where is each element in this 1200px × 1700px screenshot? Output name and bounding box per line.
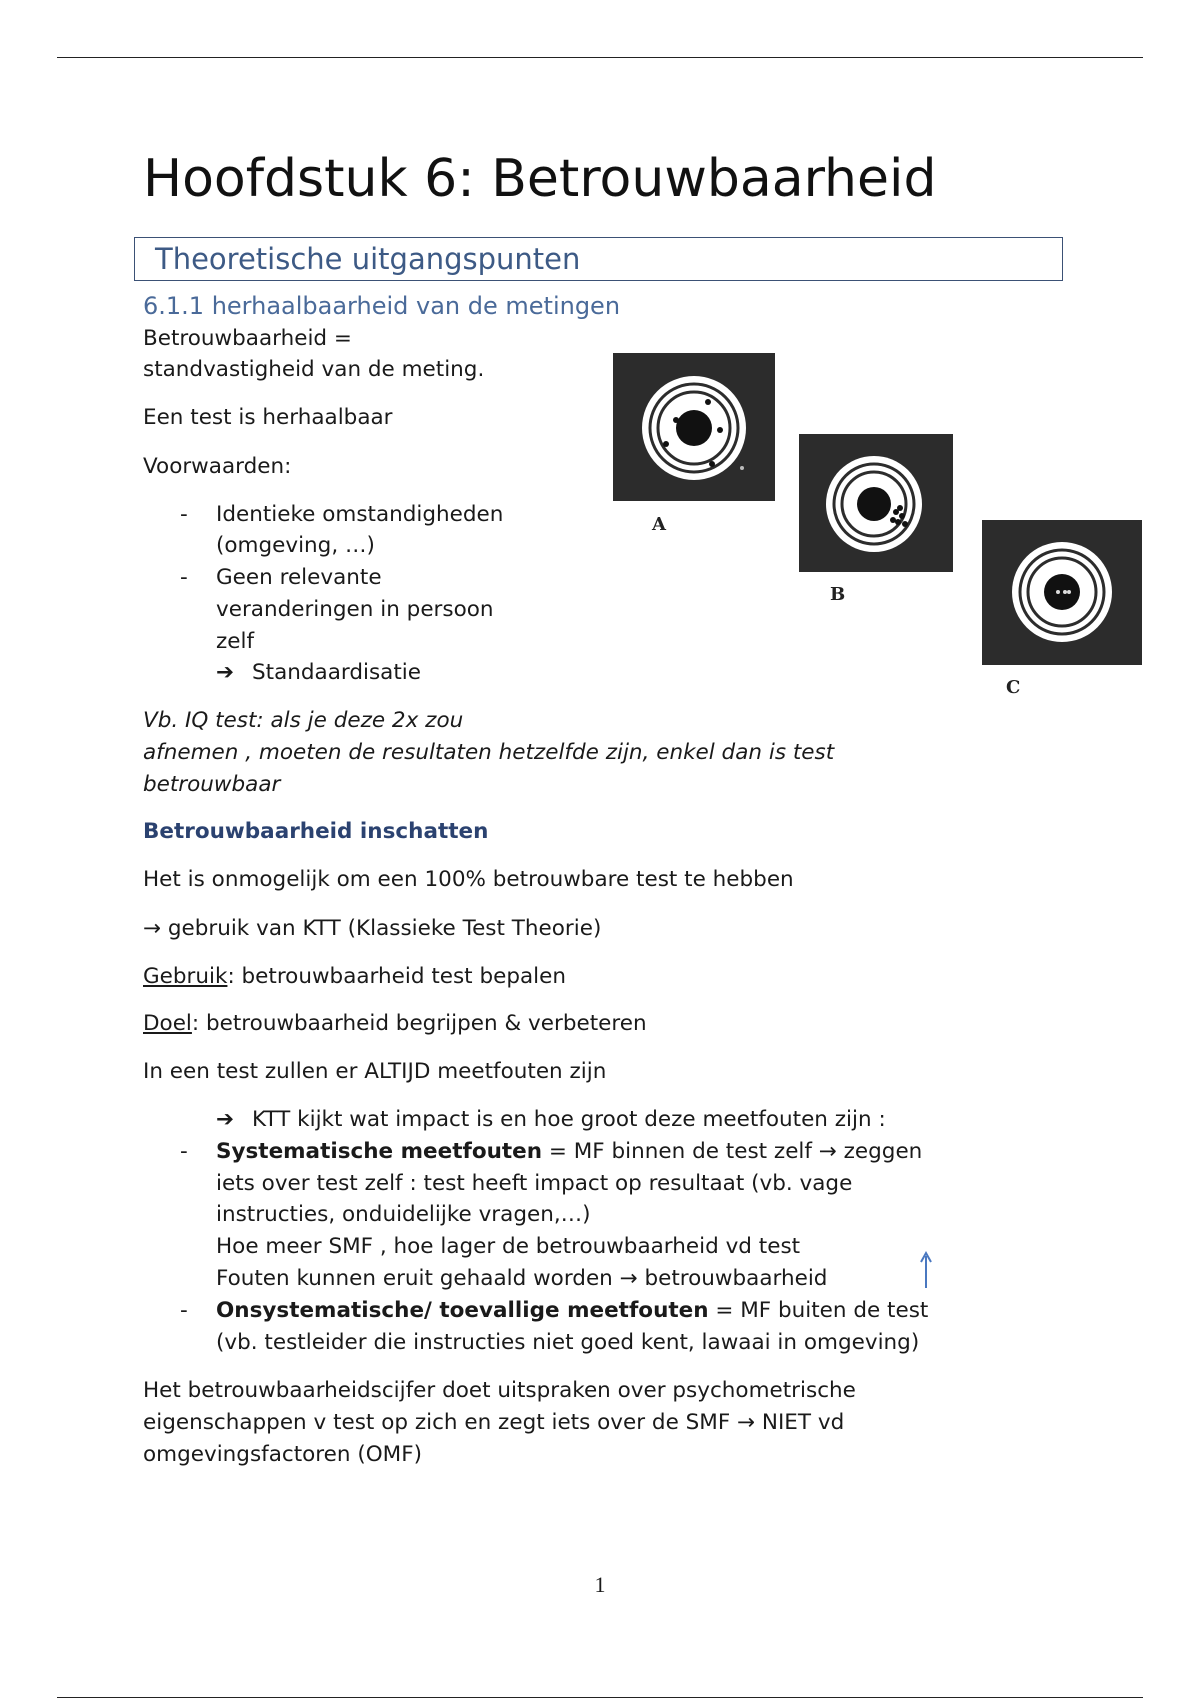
section-heading-box	[134, 237, 1063, 281]
target-label-c: C	[1006, 677, 1021, 698]
example-line-2: afnemen , moeten de resultaten hetzelfde zijn, enkel dan is test	[143, 740, 835, 765]
target-label-a: A	[652, 514, 666, 535]
intro-line-2: standvastigheid van de meting.	[143, 357, 485, 382]
intro-line-1: Betrouwbaarheid =	[143, 326, 352, 351]
use-line	[143, 961, 566, 993]
bullet2-line3: zelf	[216, 629, 255, 654]
systematic-line1-rest: = MF binnen de test zelf → zeggen	[542, 1139, 923, 1164]
example-line-1: Vb. IQ test: als je deze 2x zou	[143, 708, 464, 733]
target-figure	[600, 340, 1160, 710]
bottom-rule	[57, 1697, 1143, 1698]
example-line-3: betrouwbaar	[143, 772, 281, 797]
ktt-text: → gebruik van KTT (Klassieke Test Theorie)	[143, 916, 602, 941]
reliability-line-1: Het betrouwbaarheidscijfer doet uitspraken over psychometrische	[143, 1378, 856, 1403]
unsystematic-line-1	[216, 1295, 928, 1327]
conditions-label: Voorwaarden:	[143, 454, 292, 479]
bullet-dash-1: -	[180, 502, 188, 527]
systematic-line-1	[216, 1136, 922, 1168]
bullet-dash-4: -	[180, 1298, 188, 1323]
reliability-line-3: omgevingsfactoren (OMF)	[143, 1442, 422, 1467]
reliability-line-2: eigenschappen v test op zich en zegt iets over de SMF → NIET vd	[143, 1410, 845, 1435]
systematic-label: Systematische meetfouten	[216, 1139, 543, 1164]
unsystematic-label: Onsystematische/ toevallige meetfouten	[216, 1298, 709, 1323]
bullet1-line2: (omgeving, …)	[216, 533, 375, 558]
systematic-line-3: instructies, onduidelijke vragen,…)	[216, 1202, 591, 1227]
systematic-line-2: iets over test zelf : test heeft impact op resultaat (vb. vage	[216, 1171, 853, 1196]
bullet-dash-2: -	[180, 565, 188, 590]
page-number: 1	[594, 1572, 606, 1597]
bullet2-line1: Geen relevante	[216, 565, 382, 590]
systematic-line-5: Fouten kunnen eruit gehaald worden → betrouwbaarheid	[216, 1266, 828, 1291]
subsection-title: 6.1.1 herhaalbaarheid van de metingen	[143, 292, 621, 320]
target-b-image	[799, 434, 953, 572]
top-rule	[57, 57, 1143, 58]
systematic-line-4: Hoe meer SMF , hoe lager de betrouwbaarheid vd test	[216, 1234, 801, 1259]
repeatable-text: Een test is herhaalbaar	[143, 405, 393, 430]
goal-label: Doel	[143, 1011, 192, 1036]
impossible-text: Het is onmogelijk om een 100% betrouwbare test te hebben	[143, 867, 794, 892]
use-label: Gebruik	[143, 964, 228, 989]
arrow-icon: ➔	[216, 660, 235, 685]
target-c-image	[982, 520, 1142, 665]
bullet1-line1: Identieke omstandigheden	[216, 502, 504, 527]
goal-line	[143, 1008, 647, 1040]
target-label-b: B	[830, 584, 846, 605]
page-title: Hoofdstuk 6: Betrouwbaarheid	[143, 149, 937, 209]
always-errors-text: In een test zullen er ALTIJD meetfouten zijn	[143, 1059, 607, 1084]
ktt-looks-text: KTT kijkt wat impact is en hoe groot deze meetfouten zijn :	[252, 1107, 886, 1132]
arrow-up-icon	[919, 1250, 933, 1290]
bullet2-line2: veranderingen in persoon	[216, 597, 494, 622]
unsystematic-line1-rest: = MF buiten de test	[708, 1298, 929, 1323]
estimate-heading: Betrouwbaarheid inschatten	[143, 819, 489, 844]
use-text: : betrouwbaarheid test bepalen	[227, 964, 566, 989]
goal-text: : betrouwbaarheid begrijpen & verbeteren	[191, 1011, 647, 1036]
bullet-dash-3: -	[180, 1139, 188, 1164]
unsystematic-line-2: (vb. testleider die instructies niet goed kent, lawaai in omgeving)	[216, 1330, 920, 1355]
target-a-image	[613, 353, 775, 501]
standardisation-text: Standaardisatie	[252, 660, 421, 685]
arrow-icon-ktt: ➔	[216, 1107, 235, 1132]
section-title: Theoretische uitgangspunten	[155, 242, 581, 276]
